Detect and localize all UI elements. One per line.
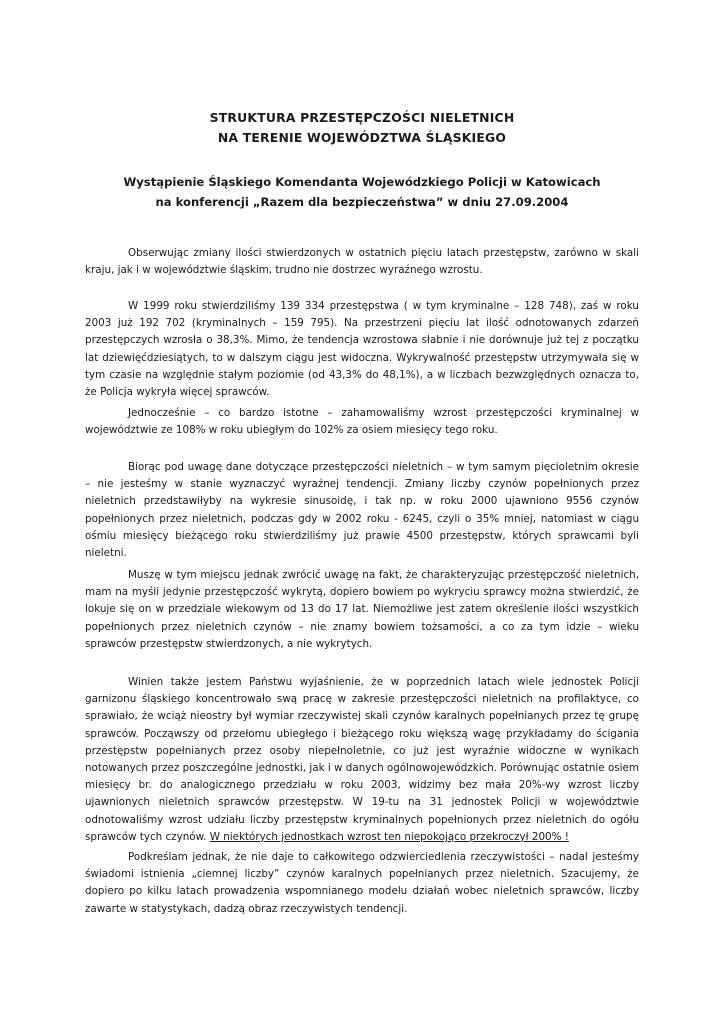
paragraph-dark-figure: Podkreślam jednak, że nie daje to całkowitego odzwierciedlenia rzeczywistości – nadal jesteśmy świadomi istnienia „ciemnej liczby” czynów karalnych popełnianych przez nieletnich. Szacujemy, że dopiero po kilku latach prowadzenia wspomnianego modelu działań wobec nieletnich sprawców, liczby zawarte w statystykach, dadzą obraz rzeczywistych tendencji. [85,851,639,915]
paragraph-explanation [85,674,639,846]
paragraph-criminal-growth: Jednocześnie – co bardzo istotne – zahamowaliśmy wzrost przestępczości kryminalnej w województwie ze 108% w roku ubiegłym do 102% za osiem miesięcy tego roku. [85,407,639,437]
paragraph-juvenile-trend: Biorąc pod uwagę dane dotyczące przestępczości nieletnich – w tym samym pięcioletnim okresie – nie jesteśmy w stanie wyznaczyć wyraźnej tendencji. Zmiany liczby czynów popełnionych przez nieletnich przedstawiłyby na wykresie sinusoidę, i tak np. w roku 2000 ujawniono 9556 czynów popełnionych przez nieletnich, podczas gdy w 2002 roku - 6245, czyli o 35% mniej, natomiast w ciągu ośmiu miesięcy bieżącego roku stwierdziliśmy już prawie 4500 przestępstw, których sprawcami byli nieletni. [85,461,639,560]
document-subtitle-line2: na konferencji „Razem dla bezpieczeństwa” w dniu 27.09.2004 [155,195,569,209]
document-title-line2: NA TERENIE WOJEWÓDZTWA ŚLĄSKIEGO [217,130,507,145]
document-subtitle-line1: Wystąpienie Śląskiego Komendanta Wojewódzkiego Policji w Katowicach [123,175,601,189]
underlined-warning: W niektórych jednostkach wzrost ten niepokojąco przekroczył 200% ! [209,830,569,843]
paragraph-statistics-1999-2003: W 1999 roku stwierdziliśmy 139 334 przestępstwa ( w tym kryminalne – 128 748), zaś w roku 2003 już 192 702 (kryminalnych – 159 795). Na przestrzeni pięciu lat ilość odnotowanych zdarzeń przestępczych wzrosła o 38,3%. Mimo, że tendencja wzrostowa słabnie i nie dorównuje już tej z początku lat dziewięćdziesiątych, to w dalszym ciągu jest widoczna. Wykrywalność przestępstw utrzymywała się w tym czasie na względnie stałym poziomie (od 43,3% do 48,1%), a w liczbach bezwzględnych oznacza to, że Policja wykryła więcej sprawców. [85,300,639,399]
paragraph-explanation-text: Winien także jestem Państwu wyjaśnienie, że w poprzednich latach wiele jednostek Policji garnizonu śląskiego koncentrowało swą pracę w zakresie przestępczości nieletnich na profilaktyce, co sprawiało, że wciąż nieostry był wymiar rzeczywistej skali czynów karalnych popełnianych przez tę grupę sprawców. Począwszy od przełomu ubiegłego i bieżącego roku większą wagę przykładamy do ścigania przestępstw popełnianych przez osoby niepełnoletnie, co już jest wyraźnie widoczne w wynikach notowanych przez poszczególne jednostki, jak i w danych ogólnowojewódzkich. Porównując ostatnie osiem miesięcy br. do analogicznego przedziału w roku 2003, widzimy bez mała 20%-wy wzrost liczby ujawnionych nieletnich sprawców przestępstw. W 19-tu na 31 jednostek Policji w województwie odnotowaliśmy wzrost udziału liczby przestępstw kryminalnych popełnionych przez nieletnich do ogółu sprawców tych czynów. [85,676,639,843]
document-title-line1: STRUKTURA PRZESTĘPCZOŚCI NIELETNICH [209,110,515,125]
paragraph-intro: Obserwując zmiany ilości stwierdzonych w ostatnich pięciu latach przestępstw, zarówno w skali kraju, jak i w województwie śląskim, trudno nie dostrzec wyraźnego wzrostu. [85,247,639,277]
paragraph-detected-crime: Muszę w tym miejscu jednak zwrócić uwagę na fakt, że charakteryzując przestępczość nieletnich, mam na myśli jedynie przestępczość wykrytą, dopiero bowiem po wykryciu sprawcy można stwierdzić, że lokuje się on w przedziale wiekowym od 13 do 17 lat. Niemożliwe jest zatem określenie ilości wszystkich popełnionych przez nieletnich czynów – nie znamy bowiem tożsamości, a co za tym idzie – wieku sprawców przestępstw stwierdzonych, a nie wykrytych. [85,569,639,650]
